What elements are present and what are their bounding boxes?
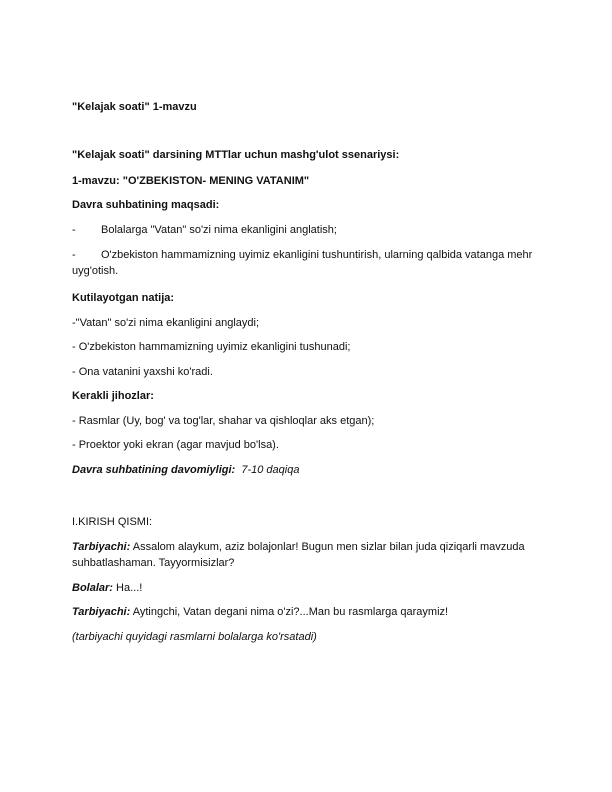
duration-value: 7-10 daqiqa	[241, 464, 300, 476]
goal-item-2-line1: O'zbekiston hammamizning uyimiz ekanligini tushuntirish, ularning qalbida vatanga mehr	[101, 249, 533, 261]
duration-line	[72, 462, 542, 478]
result-item-1: -"Vatan" so'zi nima ekanligini anglaydi;	[72, 317, 260, 329]
scenario-title: "Kelajak soati" darsining MTTlar uchun mashg'ulot ssenariysi:	[72, 149, 400, 161]
topic-line: 1-mavzu: "O'ZBEKISTON- MENING VATANIM"	[72, 175, 310, 187]
duration-label: Davra suhbatining davomiyligi:	[72, 464, 236, 476]
result-item-3: - Ona vatanini yaxshi ko'radi.	[72, 366, 213, 378]
teacher-text-2: Aytingchi, Vatan degani nima o'zi?...Man bu rasmlarga qaraymiz!	[132, 606, 449, 618]
goal-bullet-2: -	[72, 249, 76, 261]
teacher-line-1-cont: suhbatlashaman. Tayyormisizlar?	[72, 557, 235, 569]
goal-item-1: Bolalarga "Vatan" so'zi nima ekanligini anglatish;	[101, 224, 337, 236]
equipment-item-2: - Proektor yoki ekran (agar mavjud bo'lsa).	[72, 439, 279, 451]
teacher-label: Tarbiyachi:	[72, 541, 131, 553]
teacher-line-2	[72, 604, 542, 620]
children-text: Ha...!	[116, 582, 143, 594]
children-label: Bolalar:	[72, 582, 113, 594]
goal-item-2-line2: uyg'otish.	[72, 265, 119, 277]
children-line	[72, 580, 542, 596]
goal-heading: Davra suhbatining maqsadi:	[72, 199, 220, 211]
intro-heading: I.KIRISH QISMI:	[72, 516, 153, 528]
teacher-line-1	[72, 539, 542, 555]
result-item-2: - O'zbekiston hammamizning uyimiz ekanligini tushunadi;	[72, 341, 351, 353]
stage-note: (tarbiyachi quyidagi rasmlarni bolalarga ko'rsatadi)	[72, 631, 317, 643]
teacher-label-2: Tarbiyachi:	[72, 606, 131, 618]
teacher-text: Assalom alaykum, aziz bolajonlar! Bugun men sizlar bilan juda qiziqarli mavzuda	[132, 541, 525, 553]
header-title: "Kelajak soati" 1-mavzu	[72, 101, 197, 113]
equipment-heading: Kerakli jihozlar:	[72, 390, 154, 402]
goal-bullet-1: -	[72, 224, 76, 236]
equipment-item-1: - Rasmlar (Uy, bog' va tog'lar, shahar va qishloqlar aks etgan);	[72, 415, 375, 427]
result-heading: Kutilayotgan natija:	[72, 292, 175, 304]
